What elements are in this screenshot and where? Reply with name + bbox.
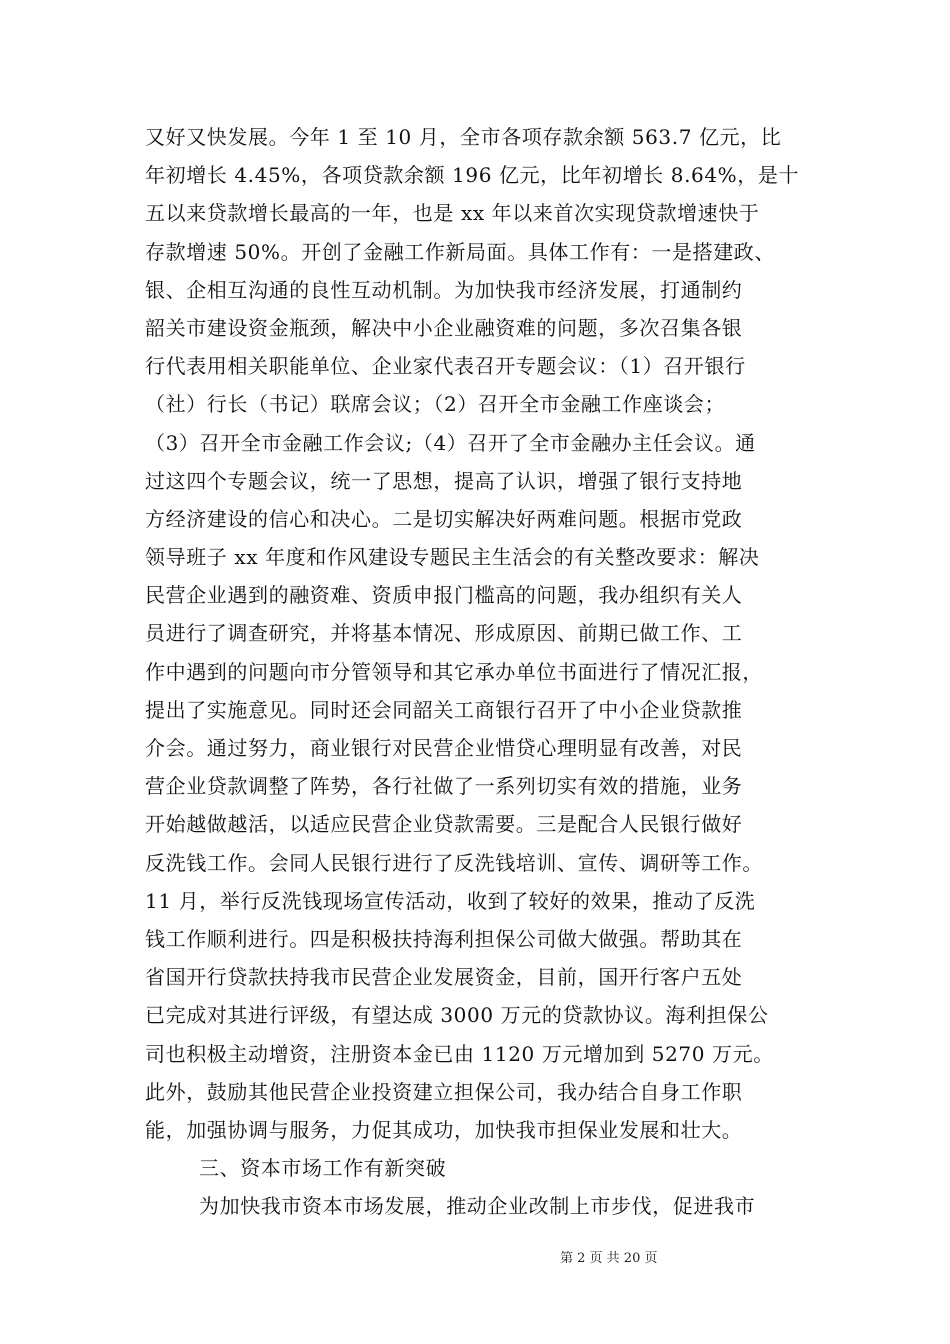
text-line: （3）召开全市金融工作会议;（4）召开了全市金融办主任会议。通 xyxy=(145,430,756,455)
text-line: 韶关市建设资金瓶颈，解决中小企业融资难的问题，多次召集各银 xyxy=(145,315,743,340)
text-line: 司也积极主动增资，注册资本金已由 1120 万元增加到 5270 万元。 xyxy=(145,1041,774,1066)
section-heading: 三、资本市场工作有新突破 xyxy=(199,1156,447,1181)
text-line: 五以来贷款增长最高的一年，也是 xx 年以来首次实现贷款增速快于 xyxy=(145,201,760,226)
text-line: 为加快我市资本市场发展，推动企业改制上市步伐，促进我市 xyxy=(199,1194,756,1219)
text-line: 银、企相互沟通的良性互动机制。为加快我市经济发展，打通制约 xyxy=(145,277,743,302)
body-text xyxy=(145,118,825,1225)
text-line: 此外，鼓励其他民营企业投资建立担保公司，我办结合自身工作职 xyxy=(145,1079,743,1104)
text-line: 领导班子 xx 年度和作风建设专题民主生活会的有关整改要求：解决 xyxy=(145,545,760,570)
text-line: 作中遇到的问题向市分管领导和其它承办单位书面进行了情况汇报， xyxy=(145,659,763,684)
text-line: 介会。通过努力，商业银行对民营企业惜贷心理明显有改善，对民 xyxy=(145,736,743,760)
text-line: 年初增长 4.45%，各项贷款余额 196 亿元，比年初增长 8.64%，是十 xyxy=(145,163,800,188)
text-line: 反洗钱工作。会同人民银行进行了反洗钱培训、宣传、调研等工作。 xyxy=(145,850,763,875)
text-line: 又好又快发展。今年 1 至 10 月，全市各项存款余额 563.7 亿元，比 xyxy=(145,125,782,149)
page-number: 第 2 页 共 20 页 xyxy=(560,1251,658,1266)
text-line: 行代表用相关职能单位、企业家代表召开专题会议：（1）召开银行 xyxy=(145,354,746,379)
text-line: 开始越做越活，以适应民营企业贷款需要。三是配合人民银行做好 xyxy=(145,812,743,837)
text-line: 过这四个专题会议，统一了思想，提高了认识，增强了银行支持地 xyxy=(145,468,743,493)
text-line: 省国开行贷款扶持我市民营企业发展资金，目前，国开行客户五处 xyxy=(145,965,743,990)
text-line: 能，加强协调与服务，力促其成功，加快我市担保业发展和壮大。 xyxy=(145,1117,743,1142)
text-line: （社）行长（书记）联席会议；（2）召开全市金融工作座谈会； xyxy=(145,392,726,417)
text-line: 营企业贷款调整了阵势，各行社做了一系列切实有效的措施，业务 xyxy=(145,774,743,799)
text-line: 钱工作顺利进行。四是积极扶持海利担保公司做大做强。帮助其在 xyxy=(145,926,743,951)
text-line: 存款增速 50%。开创了金融工作新局面。具体工作有：一是搭建政、 xyxy=(145,239,776,264)
text-line: 提出了实施意见。同时还会同韶关工商银行召开了中小企业贷款推 xyxy=(145,697,743,722)
text-line: 已完成对其进行评级，有望达成 3000 万元的贷款协议。海利担保公 xyxy=(145,1003,769,1028)
text-line: 员进行了调查研究，并将基本情况、形成原因、前期已做工作、工 xyxy=(145,621,743,646)
text-line: 方经济建设的信心和决心。二是切实解决好两难问题。根据市党政 xyxy=(145,506,743,531)
text-line: 民营企业遇到的融资难、资质申报门槛高的问题，我办组织有关人 xyxy=(145,583,743,608)
text-line: 11 月，举行反洗钱现场宣传活动，收到了较好的效果，推动了反洗 xyxy=(145,888,756,913)
